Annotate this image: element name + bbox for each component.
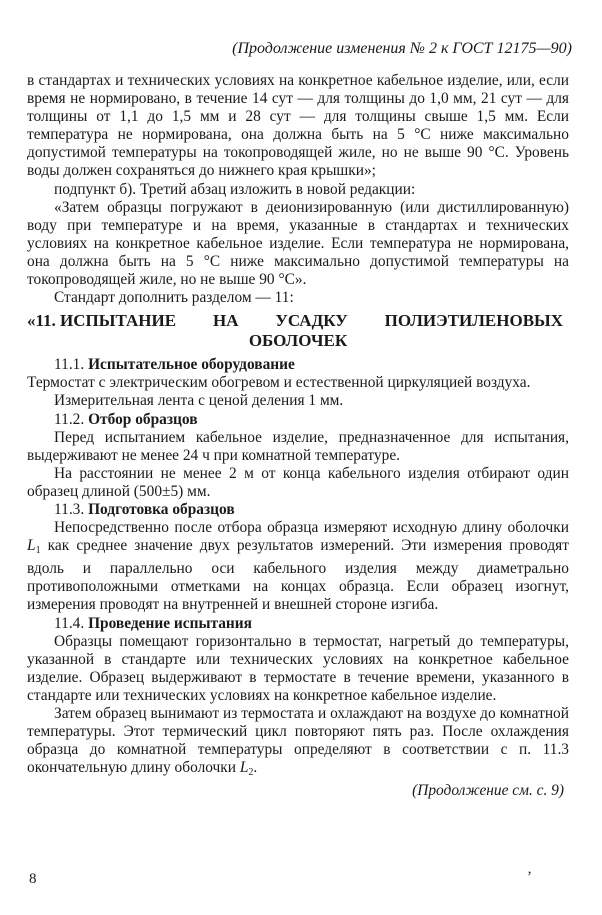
paragraph: подпункт б). Третий абзац изложить в новой редакции: — [54, 180, 416, 198]
paragraph: Стандарт дополнить разделом — 11: — [54, 289, 294, 307]
heading-word: «11. ИСПЫТАНИЕ — [27, 311, 177, 331]
text-run: как среднее значение двух результатов измерений. Эти измерения проводят вдоль и параллельно оси кабельного изделия между диаметрально противоположными отметками на концах образца. Если образец изогнут, измерения проводят на внутренней и внешней стороне изгиба. — [27, 537, 569, 614]
variable: L — [27, 537, 36, 555]
running-header: (Продолжение изменения № 2 к ГОСТ 12175—90) — [232, 40, 572, 57]
paragraph: На расстоянии не менее 2 м от конца кабельного изделия отбирают один образец длиной (500±5) мм. — [27, 464, 569, 500]
heading-word: УСАДКУ — [275, 311, 348, 331]
variable: L — [239, 759, 249, 777]
paragraph — [27, 519, 569, 614]
variable-subscript: 1 — [35, 545, 41, 557]
variable-subscript: 2 — [248, 767, 254, 779]
section-heading-line-1 — [27, 311, 569, 331]
subsection-title: Испытательное оборудование — [88, 356, 295, 374]
paragraph: Перед испытанием кабельное изделие, предназначенное для испытания, выдерживают не менее 24 ч при комнатной температуре. — [27, 428, 569, 464]
stray-mark: ‚ — [527, 861, 532, 877]
text-run: Затем образец вынимают из термостата и охлаждают на воздухе до комнатной температуры. Этот термический цикл повторяют пять раз. После охлаждения образца до комнатной температуры определяют в соответствии с п. 11.3 окончательную длину оболочки — [27, 705, 569, 777]
heading-word: ПОЛИЭТИЛЕНОВЫХ — [384, 311, 563, 331]
paragraph: Образцы помещают горизонтально в термостат, нагретый до температуры, указанной в стандарте или технических условиях на конкретное кабельное изделие. Образец выдерживают в термостате в течение времени, указанного в стандарте или технических условиях на конкретное кабельное изделие. — [27, 632, 569, 704]
section-heading-line-2: ОБОЛОЧЕК — [248, 331, 348, 351]
paragraph — [27, 705, 569, 782]
subsection-heading — [27, 356, 569, 374]
paragraph: в стандартах и технических условиях на конкретное кабельное изделие, или, если время не нормировано, в течение 14 сут — для толщины до 1,0 мм, 21 сут — для толщины от 1,1 до 1,5 мм и 28 сут — для толщины свыше 1,5 мм. Если температура не нормирована, она должна быть на 5 °С ниже максимально допустимой температуры на токопроводящей жиле, но не выше 90 °С. Уровень воды должен сохраняться до нижнего края крышки»; — [27, 72, 569, 180]
paragraph: «Затем образцы погружают в деионизированную (или дистиллированную) воду при температуре и на время, указанные в стандартах и технических условиях на конкретное кабельное изделие. Если температура не нормирована, она должна быть на 5 °С ниже максимально допустимой температуры на токопроводящей жиле, но не выше 90 °С». — [27, 198, 569, 289]
subsection-heading — [27, 411, 569, 429]
text-run: Непосредственно после отбора образца измеряют исходную длину оболочки — [54, 519, 569, 537]
subsection-number: 11.2. — [54, 410, 85, 428]
continuation-note: (Продолжение см. с. 9) — [412, 782, 564, 800]
subsection-title: Подготовка образцов — [88, 500, 235, 518]
section-heading — [27, 311, 569, 351]
subsection-number: 11.3. — [54, 500, 85, 518]
document-body — [27, 72, 569, 800]
subsection-heading — [27, 501, 569, 519]
heading-word: НА — [212, 311, 239, 331]
subsection-heading — [27, 615, 569, 633]
subsection-number: 11.4. — [54, 614, 85, 632]
paragraph: Измерительная лента с ценой деления 1 мм. — [54, 392, 344, 410]
subsection-title: Проведение испытания — [88, 614, 252, 632]
paragraph: Термостат с электрическим обогревом и естественной циркуляцией воздуха. — [27, 374, 531, 392]
text-run: . — [253, 759, 258, 777]
page-number: 8 — [29, 871, 37, 887]
subsection-title: Отбор образцов — [88, 410, 198, 428]
subsection-number: 11.1. — [54, 356, 85, 374]
